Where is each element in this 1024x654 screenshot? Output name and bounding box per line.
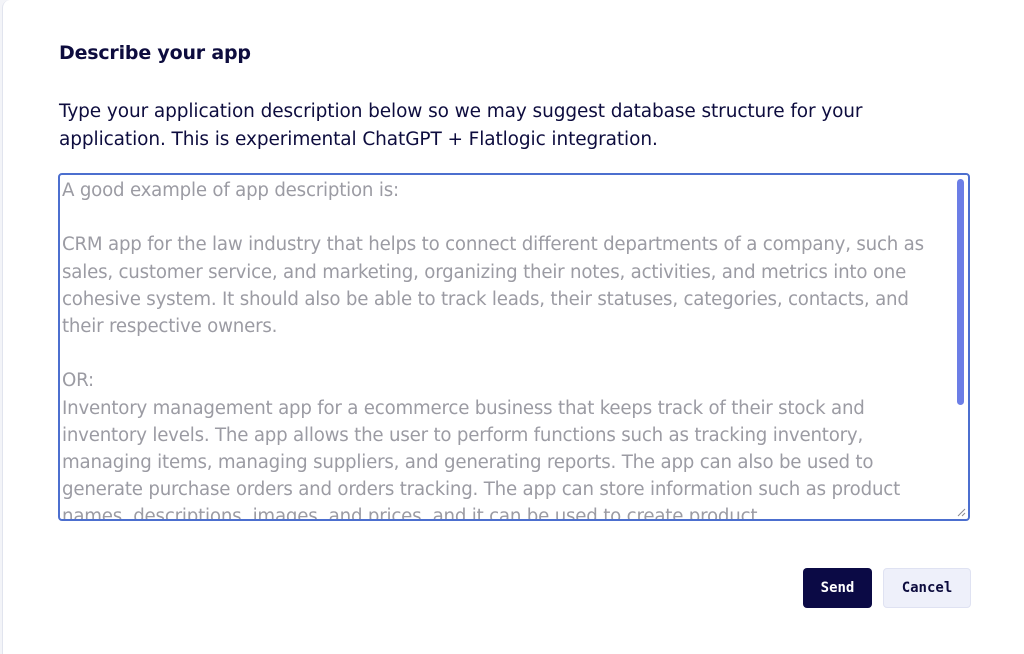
app-description-field-wrapper — [58, 173, 970, 521]
dialog-intro-text: Type your application description below so we may suggest database structure for your application. This is experimental ChatGPT + Flatlogic integration. — [59, 101, 863, 150]
scrollbar-thumb[interactable] — [957, 179, 964, 405]
send-button[interactable]: Send — [803, 568, 872, 608]
resize-handle-icon[interactable] — [956, 507, 966, 517]
textarea-scrollbar[interactable] — [953, 175, 967, 505]
app-description-textarea[interactable] — [60, 175, 955, 519]
describe-app-dialog — [2, 0, 1024, 654]
dialog-title: Describe your app — [59, 42, 251, 64]
cancel-button[interactable]: Cancel — [883, 568, 971, 608]
